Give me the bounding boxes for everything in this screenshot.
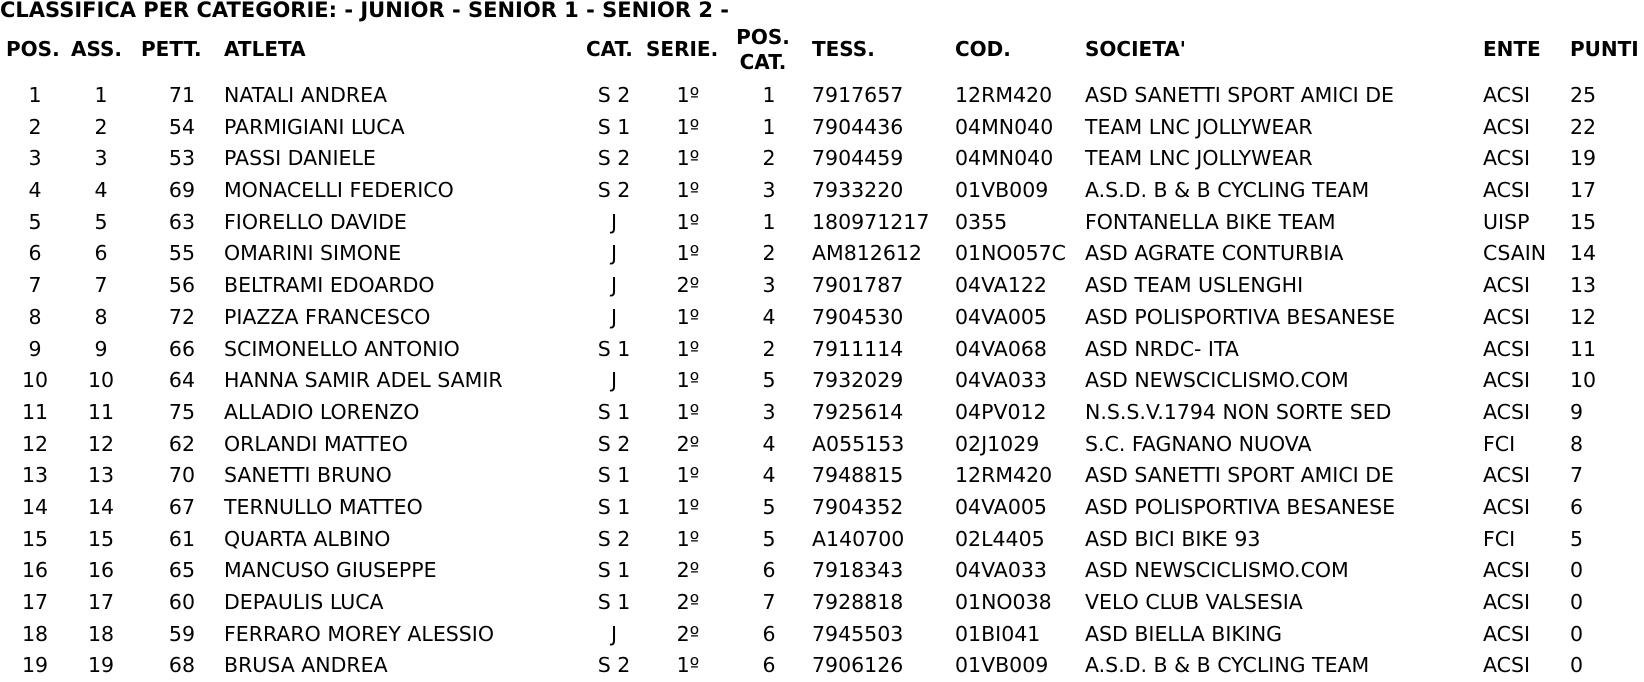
cell-cod: 04VA068 (955, 336, 1047, 361)
cell-pos-cat: 5 (762, 526, 776, 551)
cell-punti: 22 (1570, 114, 1597, 139)
cell-ass: 2 (94, 114, 108, 139)
cell-atleta: MONACELLI FEDERICO (224, 178, 454, 203)
cell-tess: 7948815 (812, 463, 904, 488)
table-row (0, 270, 1644, 302)
cell-pett: 68 (168, 653, 195, 678)
cell-serie: 1º (676, 146, 700, 171)
cell-cod: 04VA005 (955, 304, 1047, 329)
cell-pett: 63 (168, 209, 195, 234)
cell-pos-cat: 1 (762, 209, 776, 234)
cell-tess: 7932029 (812, 368, 904, 393)
cell-societa: TEAM LNC JOLLYWEAR (1085, 114, 1313, 139)
cell-cat: S 1 (597, 558, 631, 583)
cell-cod: 01NO038 (955, 590, 1052, 614)
cell-punti: 19 (1570, 146, 1597, 171)
cell-cod: 04VA033 (955, 558, 1047, 583)
cell-ass: 7 (94, 273, 108, 298)
cell-atleta: SCIMONELLO ANTONIO (224, 336, 460, 361)
cell-ass: 3 (94, 146, 108, 171)
cell-atleta: QUARTA ALBINO (224, 526, 391, 551)
cell-ente: ACSI (1483, 590, 1531, 614)
cell-pos: 2 (28, 114, 42, 139)
cell-cat: J (610, 304, 618, 329)
cell-atleta: FIORELLO DAVIDE (224, 209, 407, 234)
table-row (0, 207, 1644, 239)
cell-ass: 12 (87, 431, 115, 456)
cell-pos-cat: 5 (762, 368, 776, 393)
cell-serie: 2º (676, 558, 700, 583)
header-pos-cat-line2: CAT. (739, 50, 787, 74)
cell-cat: S 2 (597, 653, 631, 678)
cell-pett: 75 (168, 399, 195, 424)
cell-pett: 54 (168, 114, 195, 139)
cell-punti: 0 (1570, 558, 1584, 583)
cell-cat: S 2 (597, 146, 631, 171)
cell-pos: 18 (21, 621, 49, 646)
cell-cat: J (610, 368, 618, 393)
cell-cod: 02J1029 (955, 431, 1040, 456)
cell-pos-cat: 6 (762, 558, 776, 583)
results-table (0, 80, 1644, 682)
cell-pett: 55 (168, 241, 195, 266)
header-cod: COD. (955, 37, 1011, 61)
cell-pos-cat: 4 (762, 431, 776, 456)
cell-pett: 60 (168, 590, 195, 614)
table-row (0, 143, 1644, 175)
cell-atleta: SANETTI BRUNO (224, 463, 392, 488)
cell-punti: 12 (1570, 304, 1597, 329)
cell-punti: 0 (1570, 653, 1584, 678)
cell-ente: ACSI (1483, 621, 1531, 646)
cell-serie: 1º (676, 114, 700, 139)
cell-tess: 7917657 (812, 83, 904, 107)
cell-cod: 04VA033 (955, 368, 1047, 393)
cell-punti: 13 (1570, 273, 1597, 298)
cell-atleta: NATALI ANDREA (224, 83, 388, 107)
cell-cat: S 1 (597, 590, 631, 614)
cell-cat: J (610, 621, 618, 646)
header-serie: SERIE. (646, 37, 719, 61)
cell-cat: J (610, 273, 618, 298)
cell-pos-cat: 1 (762, 114, 776, 139)
cell-societa: VELO CLUB VALSESIA (1085, 590, 1303, 614)
table-row (0, 112, 1644, 144)
cell-pos: 4 (28, 178, 42, 203)
page-title: CLASSIFICA PER CATEGORIE: - JUNIOR - SENIOR 1 - SENIOR 2 - (0, 0, 729, 22)
cell-punti: 17 (1570, 178, 1597, 203)
cell-pos: 15 (21, 526, 49, 551)
cell-tess: 7904352 (812, 494, 904, 519)
cell-ass: 17 (87, 590, 115, 614)
cell-tess: AM812612 (812, 241, 922, 266)
cell-pos: 17 (21, 590, 49, 614)
table-row (0, 587, 1644, 619)
cell-societa: ASD NEWSCICLISMO.COM (1085, 558, 1349, 583)
cell-cat: S 1 (597, 114, 631, 139)
cell-pos-cat: 1 (762, 83, 776, 107)
cell-tess: 7906126 (812, 653, 904, 678)
table-row (0, 460, 1644, 492)
cell-tess: A055153 (812, 431, 905, 456)
cell-pos: 8 (28, 304, 42, 329)
table-row (0, 397, 1644, 429)
cell-serie: 1º (676, 241, 700, 266)
cell-ass: 8 (94, 304, 108, 329)
cell-atleta: TERNULLO MATTEO (224, 494, 423, 519)
cell-atleta: PASSI DANIELE (224, 146, 376, 171)
table-row (0, 80, 1644, 112)
cell-pos-cat: 5 (762, 494, 776, 519)
cell-serie: 1º (676, 368, 700, 393)
cell-ass: 6 (94, 241, 108, 266)
cell-punti: 6 (1570, 494, 1584, 519)
cell-pos-cat: 2 (762, 241, 776, 266)
cell-pos: 10 (21, 368, 49, 393)
cell-pos: 11 (21, 399, 49, 424)
cell-punti: 14 (1570, 241, 1597, 266)
table-row (0, 492, 1644, 524)
cell-serie: 1º (676, 399, 700, 424)
cell-ente: ACSI (1483, 463, 1531, 488)
header-pos: POS. (6, 37, 60, 61)
cell-serie: 1º (676, 178, 700, 203)
cell-tess: 7918343 (812, 558, 904, 583)
cell-ente: ACSI (1483, 653, 1531, 678)
cell-ente: ACSI (1483, 83, 1531, 107)
cell-pos-cat: 3 (762, 178, 776, 203)
cell-serie: 2º (676, 431, 700, 456)
cell-cod: 04VA005 (955, 494, 1047, 519)
cell-punti: 0 (1570, 590, 1584, 614)
table-row (0, 429, 1644, 461)
cell-cod: 01VB009 (955, 178, 1049, 203)
table-row (0, 365, 1644, 397)
cell-societa: FONTANELLA BIKE TEAM (1085, 209, 1336, 234)
cell-pett: 72 (168, 304, 195, 329)
cell-cat: S 2 (597, 83, 631, 107)
cell-ass: 5 (94, 209, 108, 234)
cell-cat: S 1 (597, 336, 631, 361)
cell-tess: 7928818 (812, 590, 904, 614)
header-punti: PUNTI (1570, 37, 1639, 61)
cell-punti: 9 (1570, 399, 1584, 424)
cell-ente: FCI (1483, 526, 1516, 551)
cell-pett: 66 (168, 336, 195, 361)
cell-atleta: BRUSA ANDREA (224, 653, 388, 678)
cell-societa: ASD POLISPORTIVA BESANESE (1085, 304, 1396, 329)
table-row (0, 650, 1644, 682)
cell-ass: 19 (87, 653, 115, 678)
cell-pos: 1 (28, 83, 42, 107)
cell-cod: 02L4405 (955, 526, 1045, 551)
table-row (0, 619, 1644, 651)
cell-pett: 70 (168, 463, 195, 488)
cell-cod: 01VB009 (955, 653, 1049, 678)
cell-cod: 01NO057C (955, 241, 1066, 266)
cell-ass: 10 (87, 368, 115, 393)
cell-societa: TEAM LNC JOLLYWEAR (1085, 146, 1313, 171)
cell-atleta: ALLADIO LORENZO (224, 399, 420, 424)
cell-pett: 62 (168, 431, 195, 456)
cell-societa: S.C. FAGNANO NUOVA (1085, 431, 1312, 456)
cell-ente: ACSI (1483, 558, 1531, 583)
header-ente: ENTE (1483, 37, 1541, 61)
cell-atleta: OMARINI SIMONE (224, 241, 402, 266)
cell-cod: 0355 (955, 209, 1008, 234)
cell-serie: 1º (676, 653, 700, 678)
header-ass: ASS. (71, 37, 122, 61)
cell-cat: S 1 (597, 463, 631, 488)
cell-atleta: PARMIGIANI LUCA (224, 114, 405, 139)
cell-pos-cat: 6 (762, 621, 776, 646)
cell-serie: 1º (676, 463, 700, 488)
header-cat: CAT. (586, 37, 633, 61)
cell-punti: 15 (1570, 209, 1597, 234)
cell-cod: 04MN040 (955, 146, 1054, 171)
cell-serie: 1º (676, 336, 700, 361)
cell-societa: ASD POLISPORTIVA BESANESE (1085, 494, 1396, 519)
cell-tess: 180971217 (812, 209, 930, 234)
cell-serie: 2º (676, 621, 700, 646)
cell-pos: 3 (28, 146, 42, 171)
table-row (0, 555, 1644, 587)
cell-cat: S 2 (597, 431, 631, 456)
cell-pos: 6 (28, 241, 42, 266)
cell-pett: 53 (168, 146, 195, 171)
cell-cat: S 1 (597, 494, 631, 519)
cell-societa: A.S.D. B & B CYCLING TEAM (1085, 653, 1370, 678)
cell-ente: ACSI (1483, 399, 1531, 424)
cell-atleta: HANNA SAMIR ADEL SAMIR (224, 368, 503, 393)
cell-ente: ACSI (1483, 304, 1531, 329)
cell-punti: 11 (1570, 336, 1597, 361)
cell-ente: ACSI (1483, 114, 1531, 139)
cell-cat: S 2 (597, 178, 631, 203)
cell-tess: A140700 (812, 526, 905, 551)
cell-pos-cat: 4 (762, 463, 776, 488)
cell-serie: 1º (676, 209, 700, 234)
cell-pos-cat: 7 (762, 590, 776, 614)
cell-ass: 9 (94, 336, 108, 361)
cell-pos: 14 (21, 494, 49, 519)
cell-tess: 7904459 (812, 146, 904, 171)
cell-pett: 56 (168, 273, 195, 298)
cell-cat: J (610, 241, 618, 266)
cell-societa: ASD AGRATE CONTURBIA (1085, 241, 1344, 266)
cell-pett: 64 (168, 368, 195, 393)
cell-serie: 1º (676, 494, 700, 519)
cell-pos: 12 (21, 431, 49, 456)
header-pos-cat (732, 25, 794, 75)
cell-punti: 0 (1570, 621, 1584, 646)
cell-societa: ASD BIELLA BIKING (1085, 621, 1283, 646)
cell-atleta: DEPAULIS LUCA (224, 590, 384, 614)
cell-pett: 61 (168, 526, 195, 551)
cell-cat: S 1 (597, 399, 631, 424)
cell-pos: 13 (21, 463, 49, 488)
cell-atleta: FERRARO MOREY ALESSIO (224, 621, 494, 646)
cell-societa: N.S.S.V.1794 NON SORTE SED (1085, 399, 1392, 424)
cell-tess: 7904530 (812, 304, 904, 329)
cell-ente: ACSI (1483, 273, 1531, 298)
cell-pos-cat: 2 (762, 146, 776, 171)
cell-ente: FCI (1483, 431, 1516, 456)
cell-tess: 7933220 (812, 178, 904, 203)
cell-pos-cat: 3 (762, 273, 776, 298)
cell-serie: 1º (676, 304, 700, 329)
table-row (0, 238, 1644, 270)
cell-pett: 69 (168, 178, 195, 203)
cell-societa: ASD TEAM USLENGHI (1085, 273, 1304, 298)
header-pett: PETT. (141, 37, 202, 61)
cell-ente: ACSI (1483, 178, 1531, 203)
cell-societa: A.S.D. B & B CYCLING TEAM (1085, 178, 1370, 203)
header-atleta: ATLETA (224, 37, 306, 61)
cell-ass: 14 (87, 494, 115, 519)
cell-pett: 65 (168, 558, 195, 583)
cell-pett: 59 (168, 621, 195, 646)
cell-cat: S 2 (597, 526, 631, 551)
cell-ass: 15 (87, 526, 115, 551)
table-row (0, 334, 1644, 366)
cell-ente: UISP (1483, 209, 1530, 234)
cell-societa: ASD SANETTI SPORT AMICI DE (1085, 463, 1394, 488)
header-tess: TESS. (812, 37, 875, 61)
cell-societa: ASD SANETTI SPORT AMICI DE (1085, 83, 1394, 107)
cell-pos: 19 (21, 653, 49, 678)
cell-pos: 7 (28, 273, 42, 298)
cell-ass: 13 (87, 463, 115, 488)
cell-ente: ACSI (1483, 368, 1531, 393)
cell-ass: 16 (87, 558, 115, 583)
cell-tess: 7925614 (812, 399, 904, 424)
cell-pos-cat: 2 (762, 336, 776, 361)
cell-ente: ACSI (1483, 494, 1531, 519)
cell-ass: 1 (94, 83, 108, 107)
cell-pos-cat: 4 (762, 304, 776, 329)
cell-serie: 1º (676, 83, 700, 107)
cell-tess: 7904436 (812, 114, 904, 139)
cell-cod: 12RM420 (955, 463, 1053, 488)
cell-tess: 7945503 (812, 621, 904, 646)
cell-atleta: PIAZZA FRANCESCO (224, 304, 431, 329)
cell-atleta: ORLANDI MATTEO (224, 431, 408, 456)
cell-punti: 10 (1570, 368, 1597, 393)
table-row (0, 524, 1644, 556)
cell-cod: 04PV012 (955, 399, 1047, 424)
cell-serie: 2º (676, 273, 700, 298)
cell-pos-cat: 6 (762, 653, 776, 678)
cell-cod: 12RM420 (955, 83, 1053, 107)
cell-pos-cat: 3 (762, 399, 776, 424)
table-row (0, 302, 1644, 334)
cell-societa: ASD NEWSCICLISMO.COM (1085, 368, 1349, 393)
cell-atleta: BELTRAMI EDOARDO (224, 273, 435, 298)
header-societa: SOCIETA' (1085, 37, 1186, 61)
cell-ass: 18 (87, 621, 115, 646)
cell-pett: 71 (168, 83, 195, 107)
cell-punti: 25 (1570, 83, 1597, 107)
cell-cod: 04VA122 (955, 273, 1047, 298)
cell-atleta: MANCUSO GIUSEPPE (224, 558, 437, 583)
cell-serie: 2º (676, 590, 700, 614)
cell-pos: 5 (28, 209, 42, 234)
header-pos-cat-line1: POS. (736, 25, 790, 49)
cell-societa: ASD BICI BIKE 93 (1085, 526, 1261, 551)
cell-pos: 16 (21, 558, 49, 583)
cell-punti: 5 (1570, 526, 1584, 551)
cell-pett: 67 (168, 494, 195, 519)
cell-cod: 01BI041 (955, 621, 1041, 646)
cell-ass: 11 (87, 399, 115, 424)
cell-tess: 7901787 (812, 273, 904, 298)
cell-serie: 1º (676, 526, 700, 551)
cell-ass: 4 (94, 178, 108, 203)
cell-cat: J (610, 209, 618, 234)
cell-ente: CSAIN (1483, 241, 1547, 266)
cell-punti: 8 (1570, 431, 1584, 456)
table-row (0, 175, 1644, 207)
cell-ente: ACSI (1483, 146, 1531, 171)
cell-ente: ACSI (1483, 336, 1531, 361)
cell-tess: 7911114 (812, 336, 904, 361)
cell-cod: 04MN040 (955, 114, 1054, 139)
cell-pos: 9 (28, 336, 42, 361)
cell-punti: 7 (1570, 463, 1584, 488)
cell-societa: ASD NRDC- ITA (1085, 336, 1239, 361)
